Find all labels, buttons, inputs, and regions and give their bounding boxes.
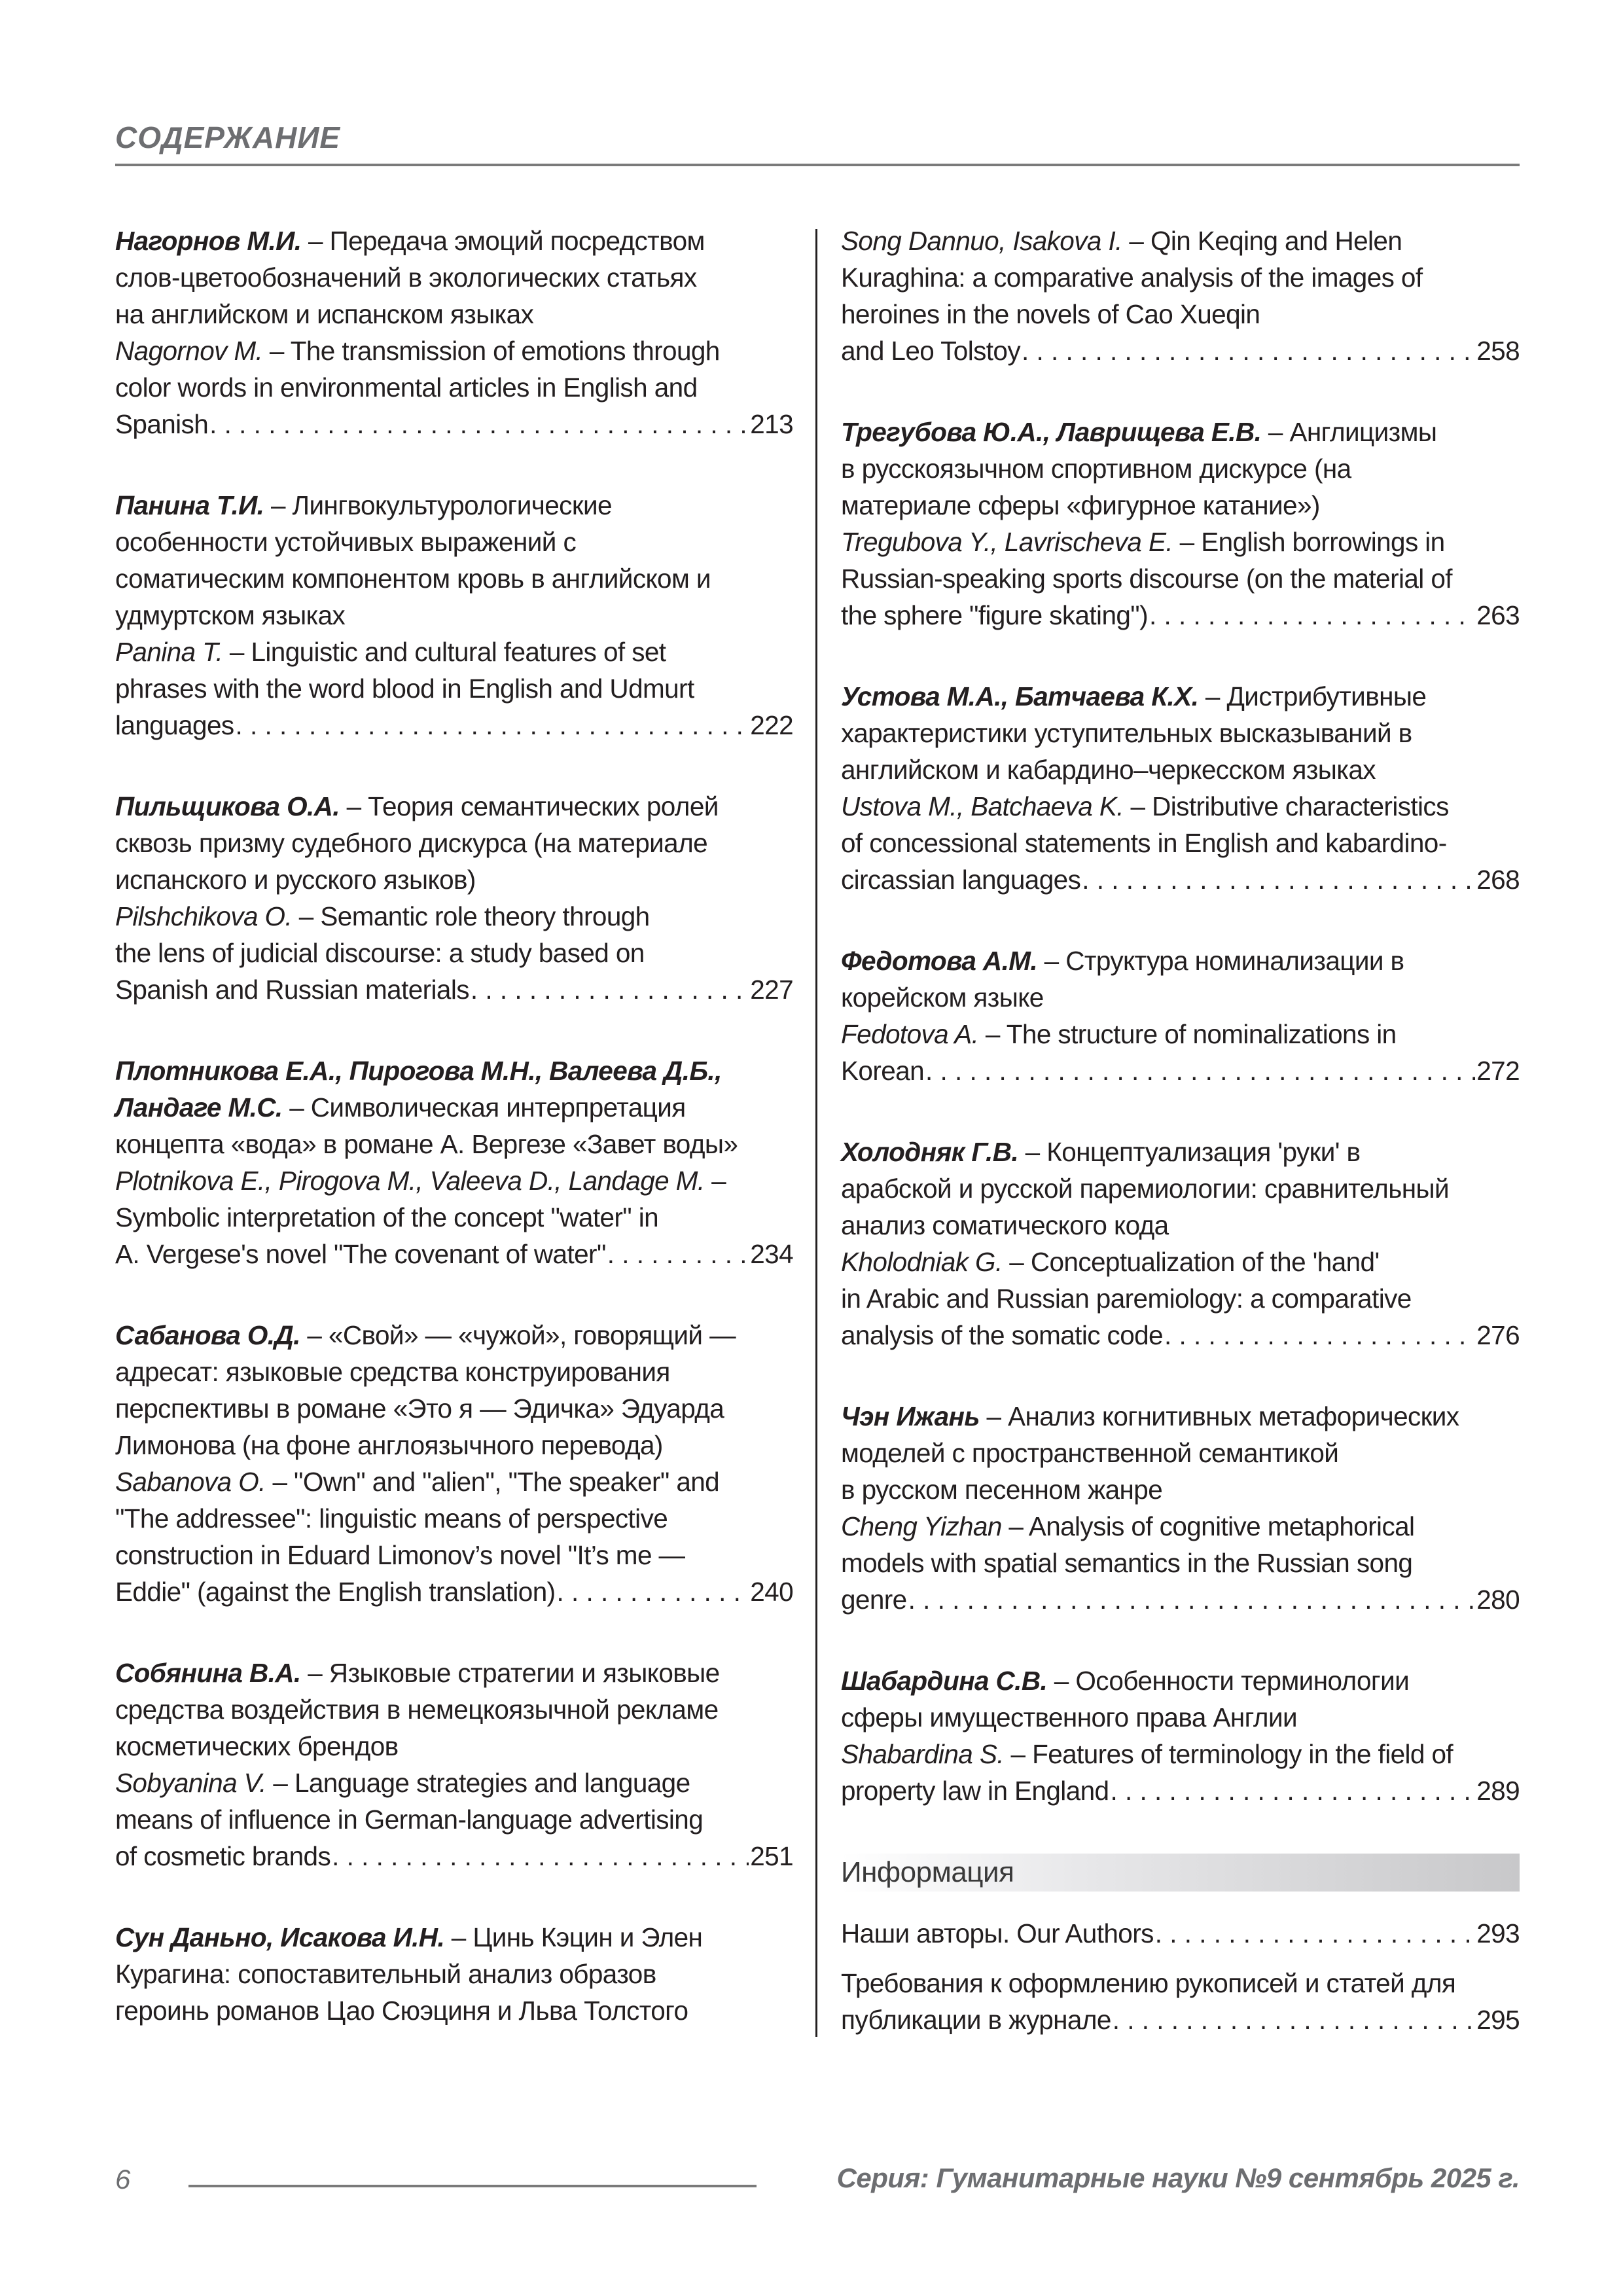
toc-entry[interactable] <box>115 788 793 1008</box>
title-en: – Conceptualization of the 'hand' <box>1002 1247 1380 1277</box>
title-ru: – Лингвокультурологические <box>264 490 612 520</box>
title-en: color words in environmental articles in English and <box>115 372 698 403</box>
title-ru: сферы имущественного права Англии <box>841 1702 1297 1732</box>
author-ru: Нагорнов М.И. <box>115 226 302 256</box>
dot-leader <box>908 1581 1476 1618</box>
page-number[interactable]: 272 <box>1476 1056 1520 1086</box>
toc-entry[interactable] <box>115 223 793 442</box>
dot-leader <box>607 1236 749 1272</box>
title-ru: слов-цветообозначений в экологических статьях <box>115 262 697 293</box>
author-en: Tregubova Y., Lavrischeva E. <box>841 527 1173 557</box>
footer-rule <box>188 2185 757 2187</box>
title-ru: моделей с пространственной семантикой <box>841 1438 1339 1468</box>
toc-entry[interactable] <box>841 1398 1520 1618</box>
title-en: construction in Eduard Limonov’s novel "It’s me — <box>115 1540 685 1570</box>
info-entry[interactable] <box>841 1965 1520 2038</box>
title-ru: удмуртском языках <box>115 600 346 630</box>
dot-leader <box>236 707 749 744</box>
page-number[interactable]: 213 <box>750 409 793 439</box>
author-en: Plotnikova E., Pirogova M., Valeeva D., Landage M. <box>115 1166 705 1196</box>
title-en: – Language strategies and language <box>266 1768 690 1798</box>
page-number[interactable]: 268 <box>1476 865 1520 895</box>
page-number[interactable]: 295 <box>1476 2005 1520 2035</box>
title-ru: героинь романов Цао Сюэциня и Льва Толстого <box>115 1996 688 2026</box>
author-ru: Пильщикова О.А. <box>115 791 340 821</box>
author-ru: Сун Даньно, Исакова И.Н. <box>115 1922 445 1952</box>
left-column <box>115 223 793 2073</box>
dot-leader <box>1110 1772 1475 1809</box>
right-column <box>841 223 1520 2051</box>
author-ru: Сабанова О.Д. <box>115 1320 300 1350</box>
title-en: Spanish <box>115 409 209 439</box>
footer-series-info: Серия: Гуманитарные науки №9 сентябрь 2025 г. <box>836 2162 1520 2193</box>
title-en: the lens of judicial discourse: a study based on <box>115 938 645 968</box>
info-entry-title: публикации в журнале <box>841 2005 1111 2035</box>
title-ru: средства воздействия в немецкоязычной рекламе <box>115 1695 719 1725</box>
title-ru: – Дистрибутивные <box>1198 681 1427 711</box>
title-en: Spanish and Russian materials <box>115 975 469 1005</box>
dot-leader <box>332 1838 749 1874</box>
title-en: phrases with the word blood in English and Udmurt <box>115 673 694 704</box>
info-section-title: Информация <box>841 1856 1014 1888</box>
title-en: Korean <box>841 1056 924 1086</box>
author-en: Cheng Yizhan <box>841 1511 1002 1541</box>
title-en: heroines in the novels of Cao Xueqin <box>841 299 1260 329</box>
title-ru: адресат: языковые средства конструирования <box>115 1357 670 1387</box>
title-en: A. Vergese's novel "The covenant of water" <box>115 1239 606 1269</box>
dot-leader <box>1113 2001 1475 2038</box>
toc-entry[interactable] <box>115 1655 793 1874</box>
toc-entry[interactable] <box>841 942 1520 1089</box>
title-en: in Arabic and Russian paremiology: a comparative <box>841 1283 1412 1314</box>
title-en: models with spatial semantics in the Russian song <box>841 1548 1413 1578</box>
dot-leader <box>209 406 749 442</box>
author-en: Nagornov M. <box>115 336 263 366</box>
title-ru: – Англицизмы <box>1261 417 1437 447</box>
toc-entry[interactable] <box>841 1662 1520 1809</box>
title-en: circassian languages <box>841 865 1081 895</box>
info-entry-title: Наши авторы. Our Authors <box>841 1918 1154 1948</box>
page-number[interactable]: 222 <box>750 710 793 740</box>
title-en: of cosmetic brands <box>115 1841 331 1871</box>
title-ru: – Передача эмоций посредством <box>301 226 705 256</box>
title-en: – Semantic role theory through <box>292 901 650 931</box>
page-number[interactable]: 289 <box>1476 1776 1520 1806</box>
title-en: – Features of terminology in the field of <box>1003 1739 1454 1769</box>
title-en: – <box>704 1166 726 1196</box>
author-ru: Ландаге М.С. <box>115 1092 283 1122</box>
column-divider <box>815 229 817 2037</box>
author-ru: Панина Т.И. <box>115 490 264 520</box>
title-en: – The transmission of emotions through <box>262 336 720 366</box>
title-en: property law in England <box>841 1776 1109 1806</box>
author-ru: Трегубова Ю.А., Лаврищева Е.В. <box>841 417 1262 447</box>
title-ru: испанского и русского языков) <box>115 865 476 895</box>
page-number[interactable]: 251 <box>750 1841 793 1871</box>
toc-entry[interactable] <box>115 1919 793 2029</box>
page-title: СОДЕРЖАНИЕ <box>115 120 341 154</box>
title-ru: характеристики уступительных высказываний в <box>841 718 1412 748</box>
title-en: genre <box>841 1585 907 1615</box>
author-ru: Плотникова Е.А., Пирогова М.Н., Валеева Д.Б., <box>115 1056 722 1086</box>
info-entry[interactable] <box>841 1915 1520 1952</box>
title-ru: перспективы в романе «Это я — Эдичка» Эдуарда <box>115 1393 724 1424</box>
info-entry-title: Требования к оформлению рукописей и статей для <box>841 1968 1456 1998</box>
title-ru: – Концептуализация 'руки' в <box>1018 1137 1361 1167</box>
toc-entry[interactable] <box>115 1052 793 1272</box>
toc-entry[interactable] <box>841 1134 1520 1354</box>
author-ru: Федотова А.М. <box>841 946 1038 976</box>
title-en: means of influence in German-language advertising <box>115 1804 704 1835</box>
title-ru: корейском языке <box>841 982 1044 1013</box>
title-en: of concessional statements in English and kabardino- <box>841 828 1447 858</box>
dot-leader <box>1082 861 1475 898</box>
toc-entry[interactable] <box>841 414 1520 634</box>
page-header <box>115 118 1520 157</box>
title-ru: Лимонова (на фоне англоязычного перевода) <box>115 1430 663 1460</box>
author-en: Shabardina S. <box>841 1739 1004 1769</box>
dot-leader <box>1149 597 1475 634</box>
page-number[interactable]: 227 <box>750 975 793 1005</box>
dot-leader <box>1155 1915 1475 1952</box>
author-en: Panina T. <box>115 637 223 667</box>
title-en: the sphere "figure skating") <box>841 600 1148 630</box>
title-ru: концепта «вода» в романе А. Вергезе «Завет воды» <box>115 1129 738 1159</box>
author-en: Pilshchikova O. <box>115 901 293 931</box>
title-ru: материале сферы «фигурное катание») <box>841 490 1320 520</box>
title-ru: особенности устойчивых выражений с <box>115 527 577 557</box>
page-number[interactable]: 293 <box>1476 1918 1520 1948</box>
author-ru: Шабардина С.В. <box>841 1666 1048 1696</box>
page-number[interactable]: 280 <box>1476 1585 1520 1615</box>
title-ru: на английском и испанском языках <box>115 299 534 329</box>
dot-leader <box>471 971 749 1008</box>
title-ru: – Цинь Кэцин и Элен <box>444 1922 703 1952</box>
page-number[interactable]: 276 <box>1476 1320 1520 1350</box>
author-en: Fedotova A. <box>841 1019 979 1049</box>
title-ru: – Теория семантических ролей <box>339 791 719 821</box>
title-ru: – Анализ когнитивных метафорических <box>979 1401 1459 1431</box>
title-ru: анализ соматического кода <box>841 1210 1169 1240</box>
toc-entry[interactable] <box>115 487 793 744</box>
title-en: and Leo Tolstoy <box>841 336 1020 366</box>
title-en: – English borrowings in <box>1173 527 1445 557</box>
author-ru: Чэн Ижань <box>841 1401 980 1431</box>
info-section-header <box>841 1854 1520 1892</box>
author-ru: Собянина В.А. <box>115 1658 301 1688</box>
title-ru: – Особенности терминологии <box>1047 1666 1410 1696</box>
title-ru: арабской и русской паремиологии: сравнительный <box>841 1174 1449 1204</box>
title-ru: – Структура номинализации в <box>1037 946 1404 976</box>
title-ru: Курагина: сопоставительный анализ образов <box>115 1959 656 1989</box>
author-en: Song Dannuo, Isakova I. <box>841 226 1122 256</box>
page-number[interactable]: 263 <box>1476 600 1520 630</box>
author-ru: Устова М.А., Батчаева К.Х. <box>841 681 1199 711</box>
footer-page-number: 6 <box>115 2164 131 2195</box>
dot-leader <box>1164 1317 1475 1354</box>
toc-entry[interactable] <box>841 678 1520 898</box>
title-en: languages <box>115 710 234 740</box>
title-ru: в русском песенном жанре <box>841 1475 1163 1505</box>
title-en: "The addressee": linguistic means of perspective <box>115 1503 668 1534</box>
title-en: Russian-speaking sports discourse (on the material of <box>841 564 1452 594</box>
author-en: Ustova M., Batchaeva K. <box>841 791 1124 821</box>
author-en: Kholodniak G. <box>841 1247 1003 1277</box>
title-en: – "Own" and "alien", "The speaker" and <box>265 1467 720 1497</box>
title-en: – The structure of nominalizations in <box>978 1019 1397 1049</box>
author-en: Sabanova O. <box>115 1467 266 1497</box>
dot-leader <box>925 1052 1475 1089</box>
title-ru: – Символическая интерпретация <box>282 1092 686 1122</box>
page-number[interactable]: 258 <box>1476 336 1520 366</box>
title-en: – Analysis of cognitive metaphorical <box>1001 1511 1415 1541</box>
page-number[interactable]: 240 <box>750 1577 793 1607</box>
title-ru: – Языковые стратегии и языковые <box>300 1658 720 1688</box>
page-number[interactable]: 234 <box>750 1239 793 1269</box>
title-ru: соматическим компонентом кровь в английском и <box>115 564 711 594</box>
toc-entry[interactable] <box>841 223 1520 369</box>
title-en: Eddie" (against the English translation) <box>115 1577 556 1607</box>
author-en: Sobyanina V. <box>115 1768 266 1798</box>
dot-leader <box>557 1573 749 1610</box>
header-rule <box>115 164 1520 166</box>
title-en: – Distributive characteristics <box>1123 791 1449 821</box>
title-ru: английском и кабардино–черкесском языках <box>841 755 1376 785</box>
title-ru: сквозь призму судебного дискурса (на материале <box>115 828 708 858</box>
page-footer <box>115 2160 1520 2206</box>
title-ru: косметических брендов <box>115 1731 399 1761</box>
title-en: – Linguistic and cultural features of set <box>223 637 666 667</box>
title-en: Symbolic interpretation of the concept "water" in <box>115 1202 659 1232</box>
title-ru: в русскоязычном спортивном дискурсе (на <box>841 454 1351 484</box>
author-ru: Холодняк Г.В. <box>841 1137 1018 1167</box>
title-en: analysis of the somatic code <box>841 1320 1163 1350</box>
dot-leader <box>1022 332 1475 369</box>
title-en: – Qin Keqing and Helen <box>1122 226 1402 256</box>
title-en: Kuraghina: a comparative analysis of the images of <box>841 262 1423 293</box>
title-ru: – «Свой» — «чужой», говорящий — <box>300 1320 736 1350</box>
toc-entry[interactable] <box>115 1317 793 1610</box>
